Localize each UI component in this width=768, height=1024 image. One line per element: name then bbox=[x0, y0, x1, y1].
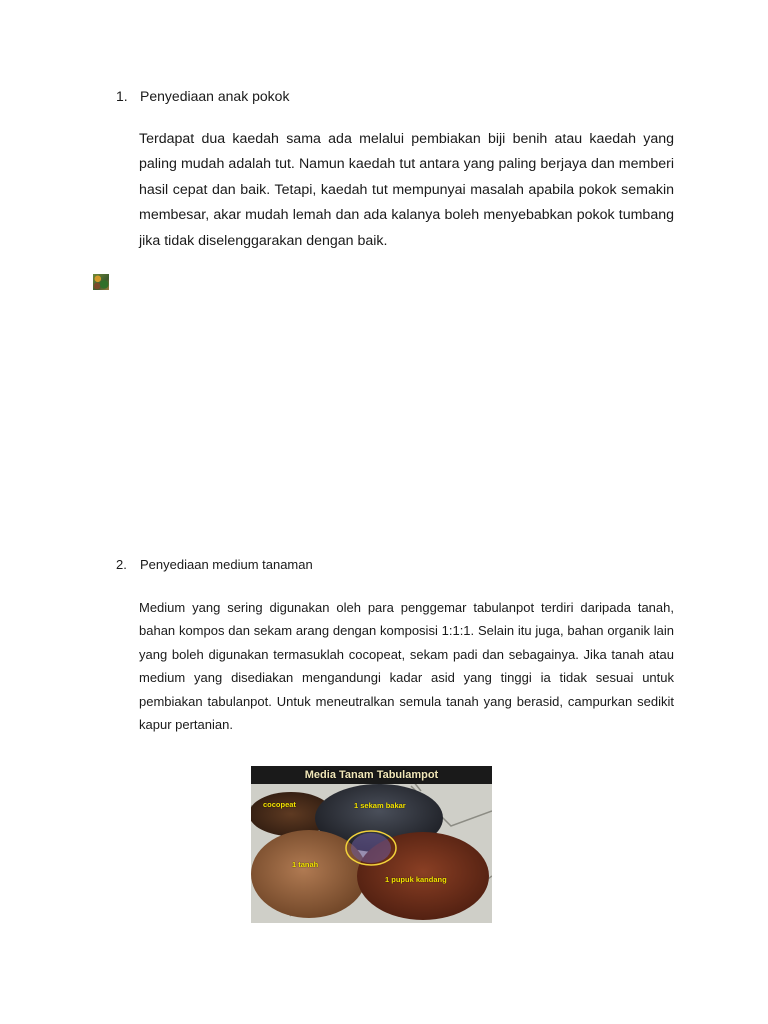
tanah-pile bbox=[251, 830, 367, 918]
section-2-paragraph: Medium yang sering digunakan oleh para penggemar tabulanpot terdiri daripada tanah, bahan kompos dan sekam arang dengan komposisi 1:1:1. Selain itu juga, bahan organik lain yang boleh digunakan termasuklah cocopeat, sekam padi dan sebagainya. Jika tanah atau medium yang disediakan mengandungi kadar asid yang tinggi ia tidak sesuai untuk pembiakan tabulanpot. Untuk meneutralkan semula tanah yang berasid, campurkan sedikit kapur pertanian. bbox=[139, 600, 674, 733]
section-2-heading bbox=[116, 556, 313, 574]
section-1-paragraph: Terdapat dua kaedah sama ada melalui pembiakan biji benih atau kaedah yang paling mudah adalah tut. Namun kaedah tut antara yang paling berjaya dan memberi hasil cepat dan baik. Tetapi, kaedah tut mempunyai masalah apabila pokok semakin membesar, akar mudah lemah dan ada kalanya boleh menyebabkan pokok tumbang jika tidak diselenggarakan dengan baik. bbox=[139, 131, 674, 249]
photo-title: Media Tanam Tabulampot bbox=[304, 769, 439, 781]
section-2-title: Penyediaan medium tanaman bbox=[140, 557, 313, 572]
section-1-title: Penyediaan anak pokok bbox=[140, 88, 290, 104]
label-sekam-bakar: 1 sekam bakar bbox=[354, 801, 406, 810]
section-1-number: 1. bbox=[116, 88, 128, 104]
lime-highlight bbox=[351, 833, 391, 863]
broken-image-thumbnail bbox=[93, 274, 109, 290]
label-tanah: 1 tanah bbox=[292, 860, 319, 869]
growing-media-illustration bbox=[251, 766, 492, 923]
label-pupuk-kandang: 1 pupuk kandang bbox=[385, 875, 447, 884]
label-cocopeat: cocopeat bbox=[263, 800, 296, 809]
growing-media-photo bbox=[251, 766, 492, 923]
section-2-number: 2. bbox=[116, 557, 127, 572]
section-1-heading bbox=[116, 87, 289, 105]
